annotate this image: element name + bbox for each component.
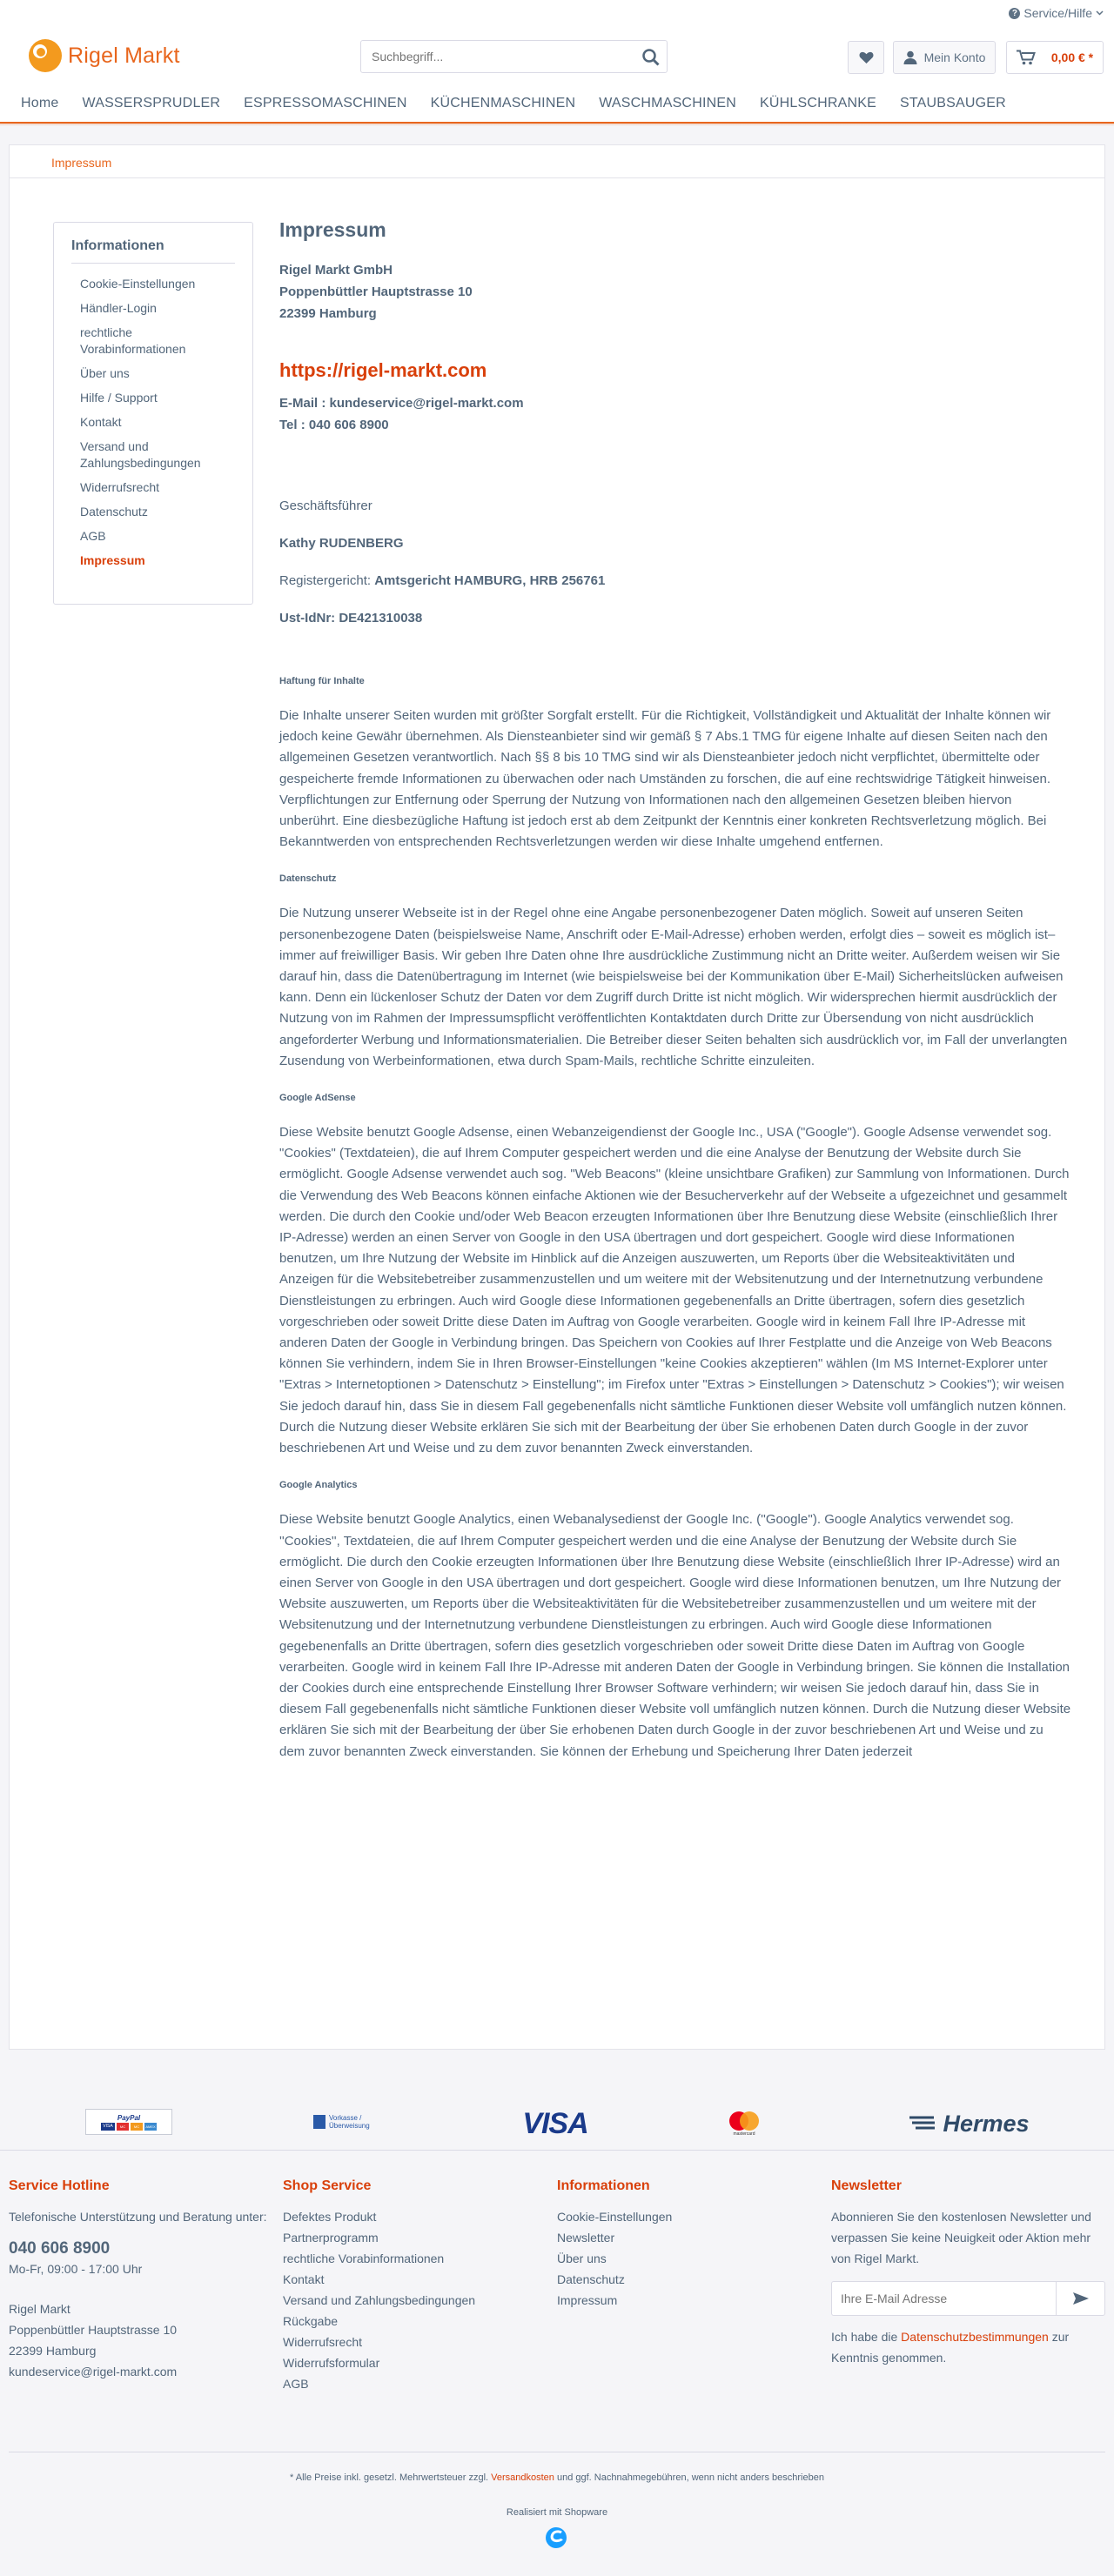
footer-addr-street: Poppenbüttler Hauptstrasse 10 [9, 2323, 178, 2337]
help-icon: ? [1009, 8, 1020, 19]
user-icon [903, 50, 917, 64]
register-court [279, 573, 1071, 588]
newsletter-submit-button[interactable] [1056, 2282, 1104, 2315]
tax-note-post: und ggf. Nachnahmegebühren, wenn nicht anders beschrieben [554, 2472, 824, 2483]
sidebar-item-agb[interactable]: AGB [80, 529, 106, 543]
section-title-haftung: Haftung für Inhalte [279, 676, 365, 686]
footer-newsletter [831, 2178, 1108, 2368]
mastercard-text: mastercard [733, 2131, 755, 2137]
nav-item-waschmaschinen[interactable]: WASCHMASCHINEN [599, 96, 736, 110]
hotline-title: Service Hotline [9, 2178, 110, 2193]
newsletter-text: Abonnieren Sie den kostenlosen Newsletter und verpassen Sie keine Neuigkeit oder Aktion mehr von Rigel Markt. [831, 2210, 1091, 2265]
search-box [360, 40, 668, 73]
hotline-text: Telefonische Unterstützung und Beratung unter: [9, 2210, 267, 2224]
privacy-policy-link[interactable]: Datenschutzbestimmungen [901, 2330, 1049, 2344]
account-label: Mein Konto [923, 50, 986, 64]
footer [0, 2086, 1114, 2576]
sidebar-item-hilfe-support[interactable]: Hilfe / Support [80, 391, 158, 405]
nav-item-kuehlschranke[interactable]: KÜHLSCHRANKE [759, 96, 876, 110]
footer-link-rueckgabe[interactable]: Rückgabe [283, 2314, 339, 2328]
nav-item-home[interactable]: Home [21, 96, 59, 110]
section-text-datenschutz: Die Nutzung unserer Webseite ist in der Regel ohne eine Angabe personenbezogener Daten möglich. Soweit auf unseren Seiten personenbezogene Daten (beispielsweise Name, Anschrift oder E-Mail-Adresse) erhoben werden, erfolgt dies – soweit es möglich ist– immer auf freiwilliger Basis. Wir geben Ihre Daten ohne Ihre ausdrückliche Zustimmung nicht an Dritte weiter. Außerdem weisen wir Sie darauf hin, dass die Datenübertragung im Internet (wie beispielsweise bei der Kommunikation über E-Mail) Sicherheitslücken aufweisen kann. Denn ein lückenloser Schutz der Daten vor dem Zugriff durch Dritte ist nicht möglich. Wir widersprechen hiermit ausdrücklich der Nutzung von im Rahmen der Impressumspflicht veröffentlichten Kontaktdaten durch Dritte zur Übersendung von nicht ausdrücklich angeforderter Werbung und Informationsmaterialien. Die Betreiber dieser Seiten behalten sich ausdrücklich vor, im Fall der unverlangten Zusendung von Werbeinformationen, etwa durch Spam-Mails, rechtliche Schritte einzuleiten. [279, 906, 1068, 1068]
section-title-adsense: Google AdSense [279, 1093, 356, 1104]
bank-icon [313, 2115, 325, 2129]
company-address [279, 259, 1071, 325]
register-value: Amtsgericht HAMBURG, HRB 256761 [374, 573, 606, 588]
newsletter-privacy-note [831, 2326, 1108, 2368]
heart-icon [859, 51, 874, 64]
footer-link-impressum[interactable]: Impressum [557, 2293, 618, 2307]
footer-addr-city: 22399 Hamburg [9, 2344, 97, 2358]
sidebar-item-ueber-uns[interactable]: Über uns [80, 366, 130, 380]
nav-item-wassersprudler[interactable]: WASSERSPRUDLER [82, 96, 221, 110]
sidebar-item-kontakt[interactable]: Kontakt [80, 415, 122, 429]
mastercard-icon [728, 2111, 761, 2131]
main-nav [0, 87, 1114, 124]
footer-info [557, 2178, 818, 2311]
email-line: E-Mail : kundeservice@rigel-markt.com [279, 396, 524, 411]
paypal-card-mc1: MC [117, 2123, 129, 2131]
sidebar-item-versand[interactable]: Versand und Zahlungsbedingungen [80, 439, 201, 470]
visa-logo: VISA [522, 2106, 588, 2140]
sidebar-item-haendler-login[interactable]: Händler-Login [80, 301, 157, 315]
footer-link-cookie[interactable]: Cookie-Einstellungen [557, 2210, 673, 2224]
nav-item-staubsauger[interactable]: STAUBSAUGER [899, 96, 1006, 110]
shipping-costs-link[interactable]: Versandkosten [491, 2472, 554, 2483]
shop-service-title: Shop Service [283, 2178, 372, 2193]
search-button[interactable] [639, 45, 663, 70]
search-input[interactable] [361, 41, 622, 72]
footer-link-versand[interactable]: Versand und Zahlungsbedingungen [283, 2293, 476, 2307]
hermes-text: Hermes [943, 2110, 1030, 2137]
hotline-phone[interactable]: 040 606 8900 [9, 2239, 111, 2258]
privacy-note-pre: Ich habe die [831, 2330, 902, 2344]
newsletter-email-input[interactable] [832, 2282, 1041, 2315]
footer-link-newsletter[interactable]: Newsletter [557, 2231, 615, 2245]
footer-link-agb[interactable]: AGB [283, 2377, 309, 2391]
send-mail-icon [1073, 2292, 1089, 2305]
chevron-down-icon [1096, 10, 1104, 16]
website-link[interactable]: https://rigel-markt.com [279, 359, 487, 381]
paypal-card-visa: VISA [101, 2123, 115, 2131]
newsletter-title: Newsletter [831, 2178, 902, 2193]
gf-label: Geschäftsführer [279, 498, 372, 513]
tax-note-pre: * Alle Preise inkl. gesetzl. Mehrwertsteuer zzgl. [290, 2472, 492, 2483]
sidebar-item-impressum[interactable]: Impressum [80, 553, 145, 567]
sidebar-item-vorabinformationen[interactable]: rechtliche Vorabinformationen [80, 325, 186, 356]
footer-link-widerrufsrecht[interactable]: Widerrufsrecht [283, 2335, 363, 2349]
logo[interactable] [28, 38, 180, 73]
breadcrumb [10, 145, 1104, 178]
content-card [9, 144, 1105, 2050]
logo-text: Rigel Markt [68, 43, 180, 68]
paypal-card-amex: AMEX [145, 2124, 156, 2129]
payment-logos [0, 2097, 1114, 2151]
section-text-adsense: Diese Website benutzt Google Adsense, einen Webanzeigendienst der Google Inc., USA ("Google"). Google Adsense verwendet sog. "Cookies" (Textdateien), die auf Ihrem Computer gespeichert werden und die eine Analyse der Benutzung der Website durch Sie ermöglicht. Google Adsense verwendet auch sog. "Web Beacons" (kleine unsichtbare Grafiken) zur Sammlung von Informationen. Durch die Verwendung des Web Beacons können einfache Aktionen wie der Besucherverkehr auf der Webseite a ufgezeichnet und gesammelt werden. Die durch den Cookie und/oder Web Beacon erzeugten Informationen über Ihre Benutzung diese Website (einschließlich Ihrer IP-Adresse) werden an einen Server von Google in den USA übertragen und dort gespeichert. Google wird diese Informationen benutzen, um Ihre Nutzung der Website im Hinblick auf die Anzeigen auszuwerten, um Reports über die Websiteaktivitäten und Anzeigen für die Websitebetreiber zusammenzustellen und um weitere mit der Websitenutzung und der Internetnutzung verbundene Dienstleistungen zu erbringen. Auch wird Google diese Informationen gegebenenfalls an Dritte übertragen, sofern dies gesetzlich vorgeschrieben oder soweit Dritte diese Daten im Auftrag von Google verarbeiten. Google wird in keinem Fall Ihre IP-Adresse mit anderen Daten der Google in Verbindung bringen. Das Speichern von Cookies auf Ihrer Festplatte und die Anzeige von Web Beacons können Sie verhindern, indem Sie in Ihren Browser-Einstellungen "keine Cookies akzeptieren" wählen (Im MS Internet-Explorer unter "Extras > Internetoptionen > Datenschutz > Einstellung"; im Firefox unter "Extras > Einstellungen > Datenschutz > Cookies"); wir weisen Sie jedoch darauf hin, dass Sie in diesem Fall gegebenenfalls nicht sämtliche Funktionen dieser Website voll umfänglich nutzen können. Durch die Nutzung dieser Website erklären Sie sich mit der Bearbeitung der über Sie erhobenen Daten durch Google in der zuvor beschriebenen Art und Weise und zu dem zuvor benannten Zweck einverstanden. [279, 1125, 1070, 1456]
wishlist-button[interactable] [848, 41, 884, 74]
footer-link-vorabinformationen[interactable]: rechtliche Vorabinformationen [283, 2251, 445, 2265]
nav-shadow [0, 124, 1114, 126]
footer-link-ueber-uns[interactable]: Über uns [557, 2251, 607, 2265]
vat-id: Ust-IdNr: DE421310038 [279, 611, 423, 626]
breadcrumb-item-impressum[interactable]: Impressum [51, 156, 112, 170]
top-bar [0, 0, 1114, 28]
shopware-logo-icon[interactable] [545, 2526, 567, 2549]
gf-name: Kathy RUDENBERG [279, 536, 404, 551]
footer-shop-service [283, 2178, 544, 2394]
footer-link-widerrufsformular[interactable]: Widerrufsformular [283, 2356, 380, 2370]
main-content [279, 218, 1071, 1763]
company-city: 22399 Hamburg [279, 306, 377, 321]
footer-link-datenschutz[interactable]: Datenschutz [557, 2272, 625, 2286]
section-text-haftung: Die Inhalte unserer Seiten wurden mit größter Sorgfalt erstellt. Für die Richtigkeit, Vollständigkeit und Aktualität der Inhalte können wir jedoch keine Gewähr übernehmen. Als Diensteanbieter sind wir gemäß § 7 Abs.1 TMG für eigene Inhalte auf diesen Seiten nach den allgemeinen Gesetzen verantwortlich. Nach §§ 8 bis 10 TMG sind wir als Diensteanbieter jedoch nicht verpflichtet, übermittelte oder gespeicherte fremde Informationen zu überwachen oder nach Umständen zu forschen, die auf eine rechtswidrige Tätigkeit hinweisen. Verpflichtungen zur Entfernung oder Sperrung der Nutzung von Informationen nach den allgemeinen Gesetzen bleiben hiervon unberührt. Eine diesbezügliche Haftung ist jedoch erst ab dem Zeitpunkt der Kenntnis einer konkreten Rechtsverletzung möglich. Bei Bekanntwerden von entsprechenden Rechtsverletzungen werden wir diese Inhalte umgehend entfernen. [279, 708, 1051, 850]
sidebar-item-datenschutz[interactable]: Datenschutz [80, 505, 148, 519]
newsletter-form [831, 2281, 1105, 2316]
tel-line: Tel : 040 606 8900 [279, 418, 389, 432]
footer-addr-name: Rigel Markt [9, 2302, 70, 2316]
logo-mark-icon [28, 38, 63, 73]
sidebar-title: Informationen [71, 238, 235, 264]
cart-total: 0,00 € * [1050, 50, 1094, 64]
privacy-note-post: zur Kenntnis genommen. [831, 2330, 1070, 2365]
vorkasse-logo [312, 2109, 381, 2135]
paypal-logo-text: PayPal [117, 2113, 141, 2122]
section-title-datenschutz: Datenschutz [279, 873, 337, 885]
account-button[interactable] [893, 41, 996, 74]
hermes-wing-icon [908, 2114, 939, 2133]
sidebar-item-cookie-einstellungen[interactable]: Cookie-Einstellungen [80, 277, 196, 291]
footer-link-defektes-produkt[interactable]: Defektes Produkt [283, 2210, 377, 2224]
footer-hotline [9, 2178, 270, 2382]
cart-button[interactable] [1006, 41, 1104, 74]
header [0, 28, 1114, 87]
sidebar [53, 222, 253, 605]
vorkasse-text: Vorkasse / Überweisung [329, 2114, 370, 2130]
nav-item-kuechenmaschinen[interactable]: KÜCHENMASCHINEN [430, 96, 576, 110]
hermes-logo [896, 2109, 1041, 2138]
service-help-link[interactable] [1009, 6, 1104, 20]
mastercard-logo [722, 2109, 766, 2138]
service-label: Service/Hilfe [1023, 6, 1092, 20]
company-name: Rigel Markt GmbH [279, 263, 393, 278]
contact-info [279, 392, 1071, 436]
info-title: Informationen [557, 2178, 650, 2193]
hotline-hours: Mo-Fr, 09:00 - 17:00 Uhr [9, 2262, 143, 2276]
nav-item-espressomaschinen[interactable]: ESPRESSOMASCHINEN [244, 96, 407, 110]
paypal-card-mc2: MC [131, 2123, 143, 2131]
page-title: Impressum [279, 218, 386, 241]
search-icon [642, 49, 660, 66]
tax-note [0, 2472, 1114, 2483]
footer-link-partnerprogramm[interactable]: Partnerprogramm [283, 2231, 379, 2245]
sidebar-item-widerrufsrecht[interactable]: Widerrufsrecht [80, 480, 160, 494]
footer-link-kontakt[interactable]: Kontakt [283, 2272, 325, 2286]
paypal-logo [85, 2109, 172, 2135]
section-title-analytics: Google Analytics [279, 1480, 358, 1491]
cart-icon [1017, 50, 1036, 65]
realized-with: Realisiert mit Shopware [506, 2507, 608, 2518]
company-street: Poppenbüttler Hauptstrasse 10 [279, 284, 473, 299]
register-label: Registergericht: [279, 573, 372, 588]
footer-addr-email[interactable]: kundeservice@rigel-markt.com [9, 2365, 178, 2379]
section-text-analytics: Diese Website benutzt Google Analytics, einen Webanalysedienst der Google Inc. (''Google''). Google Analytics verwendet sog. ''Cookies'', Textdateien, die auf Ihrem Computer gespeichert werden und die eine Analyse der Benutzung der Website durch Sie ermöglicht. Die durch den Cookie erzeugten Informationen über Ihre Benutzung diese Website (einschließlich Ihrer IP-Adresse) wird an einen Server von Google in den USA übertragen und dort gespeichert. Google wird diese Informationen benutzen, um Ihre Nutzung der Website auszuwerten, um Reports über die Websiteaktivitäten für die Websitebetreiber zusammenzustellen und um weitere mit der Websitenutzung und der Internetnutzung verbundene Dienstleistungen zu erbringen. Auch wird Google diese Informationen gegebenenfalls an Dritte übertragen, sofern dies gesetzlich vorgeschrieben oder soweit Dritte diese Daten im Auftrag von Google verarbeiten. Google wird in keinem Fall Ihre IP-Adresse mit anderen Daten der Google in Verbindung bringen. Sie können die Installation der Cookies durch eine entsprechende Einstellung Ihrer Browser Software verhindern; wir weisen Sie jedoch darauf hin, dass Sie in diesem Fall gegebenenfalls nicht sämtliche Funktionen dieser Website voll umfänglich nutzen können. Durch die Nutzung dieser Website erklären Sie sich mit der Bearbeitung der über Sie erhobenen Daten durch Google in der zuvor beschriebenen Art und Weise und zu dem zuvor benannten Zweck einverstanden. Sie können der Erhebung und Speicherung Ihrer Daten jederzeit [279, 1512, 1071, 1759]
